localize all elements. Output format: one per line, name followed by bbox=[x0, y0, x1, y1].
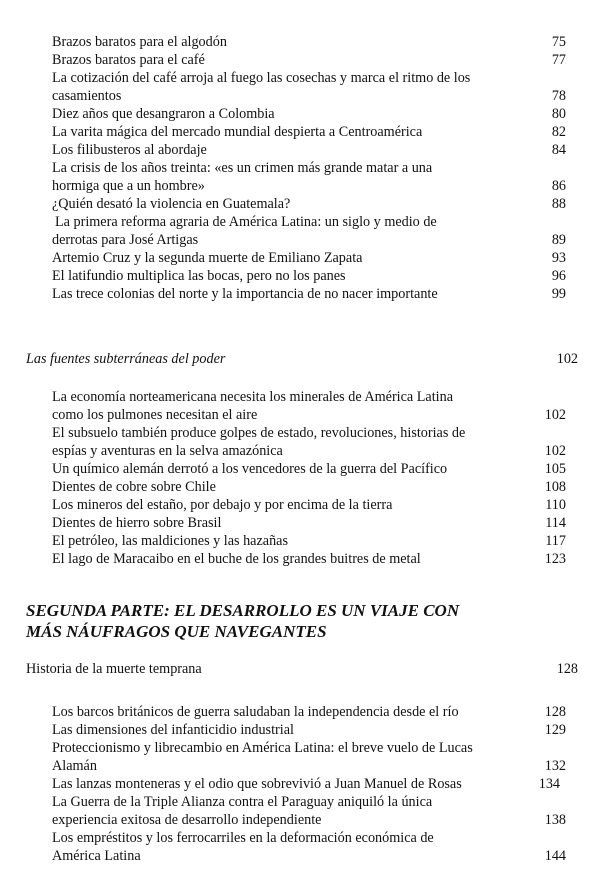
entry-title: Artemio Cruz y la segunda muerte de Emiliano Zapata bbox=[52, 250, 363, 266]
entry-page: 144 bbox=[544, 848, 566, 864]
entry-page: 108 bbox=[544, 479, 566, 495]
entry-title: La Guerra de la Triple Alianza contra el Paraguay aniquiló la única bbox=[52, 794, 433, 810]
entry-page: 138 bbox=[544, 812, 566, 828]
entry-title: derrotas para José Artigas bbox=[52, 232, 199, 248]
entry-page: 78 bbox=[551, 88, 566, 104]
entry-title: El petróleo, las maldiciones y las hazañas bbox=[52, 533, 288, 549]
entry-title: Las trece colonias del norte y la importancia de no nacer importante bbox=[52, 286, 438, 302]
entry-title: El latifundio multiplica las bocas, pero no los panes bbox=[52, 268, 346, 284]
entry-title: experiencia exitosa de desarrollo independiente bbox=[52, 812, 322, 828]
section-heading bbox=[26, 660, 586, 678]
entry-page: 82 bbox=[551, 124, 566, 140]
entry-title: La primera reforma agraria de América Latina: un siglo y medio de bbox=[55, 214, 437, 230]
entry-title: Brazos baratos para el café bbox=[52, 52, 205, 68]
entry-page: 110 bbox=[545, 497, 566, 513]
entry-page: 77 bbox=[551, 52, 566, 68]
entry-title: Proteccionismo y librecambio en América Latina: el breve vuelo de Lucas bbox=[52, 740, 473, 756]
entry-title: Un químico alemán derrotó a los vencedores de la guerra del Pacífico bbox=[52, 461, 448, 477]
entry-page: 96 bbox=[551, 268, 566, 284]
entry-title: América Latina bbox=[52, 848, 141, 864]
entry-page: 132 bbox=[544, 758, 566, 774]
entry-title: como los pulmones necesitan el aire bbox=[52, 407, 258, 423]
entry-title: Los barcos británicos de guerra saludaban la independencia desde el río bbox=[52, 704, 459, 720]
entry-page: 114 bbox=[545, 515, 566, 531]
entry-title: La cotización del café arroja al fuego las cosechas y marca el ritmo de los bbox=[52, 70, 471, 86]
entry-title: Alamán bbox=[52, 758, 97, 774]
entry-title: La varita mágica del mercado mundial despierta a Centroamérica bbox=[52, 124, 423, 140]
entry-page: 93 bbox=[551, 250, 566, 266]
section-page: 102 bbox=[556, 351, 578, 367]
part-heading bbox=[26, 600, 586, 642]
entry-title: Las lanzas monteneras y el odio que sobrevivió a Juan Manuel de Rosas bbox=[52, 776, 462, 792]
entry-page: 105 bbox=[544, 461, 566, 477]
entry-title: El lago de Maracaibo en el buche de los grandes buitres de metal bbox=[52, 551, 421, 567]
section-title: Historia de la muerte temprana bbox=[26, 661, 202, 677]
entry-page: 88 bbox=[551, 196, 566, 212]
entry-title: Las dimensiones del infanticidio industrial bbox=[52, 722, 294, 738]
entry-page: 75 bbox=[551, 34, 566, 50]
entry-page: 129 bbox=[544, 722, 566, 738]
section-page: 128 bbox=[556, 661, 578, 677]
entry-page: 134 bbox=[538, 776, 560, 792]
entry-title: Los empréstitos y los ferrocarriles en la deformación económica de bbox=[52, 830, 434, 846]
entry-title: Dientes de hierro sobre Brasil bbox=[52, 515, 222, 531]
entry-title: Brazos baratos para el algodón bbox=[52, 34, 227, 50]
entry-title: ¿Quién desató la violencia en Guatemala? bbox=[52, 196, 291, 212]
entry-page: 84 bbox=[551, 142, 566, 158]
section-title: Las fuentes subterráneas del poder bbox=[26, 351, 226, 367]
entry-title: Los mineros del estaño, por debajo y por encima de la tierra bbox=[52, 497, 393, 513]
part-heading-line: SEGUNDA PARTE: EL DESARROLLO ES UN VIAJE CON bbox=[26, 601, 460, 620]
entry-page: 123 bbox=[544, 551, 566, 567]
entry-page: 99 bbox=[551, 286, 566, 302]
part-heading-line: MÁS NÁUFRAGOS QUE NAVEGANTES bbox=[26, 622, 327, 641]
entry-title: espías y aventuras en la selva amazónica bbox=[52, 443, 283, 459]
entry-title: hormiga que a un hombre» bbox=[52, 178, 205, 194]
entry-page: 89 bbox=[551, 232, 566, 248]
entry-page: 102 bbox=[544, 443, 566, 459]
entry-page: 80 bbox=[551, 106, 566, 122]
entry-page: 128 bbox=[544, 704, 566, 720]
entry-title: Diez años que desangraron a Colombia bbox=[52, 106, 275, 122]
entry-title: Los filibusteros al abordaje bbox=[52, 142, 207, 158]
entry-title: Dientes de cobre sobre Chile bbox=[52, 479, 216, 495]
section-heading bbox=[26, 350, 586, 368]
entry-page: 102 bbox=[544, 407, 566, 423]
entry-title: El subsuelo también produce golpes de estado, revoluciones, historias de bbox=[52, 425, 466, 441]
entry-page: 117 bbox=[545, 533, 566, 549]
entry-title: La economía norteamericana necesita los minerales de América Latina bbox=[52, 389, 453, 405]
entry-title: La crisis de los años treinta: «es un crimen más grande matar a una bbox=[52, 160, 433, 176]
entry-title: casamientos bbox=[52, 88, 122, 104]
entry-page: 86 bbox=[551, 178, 566, 194]
